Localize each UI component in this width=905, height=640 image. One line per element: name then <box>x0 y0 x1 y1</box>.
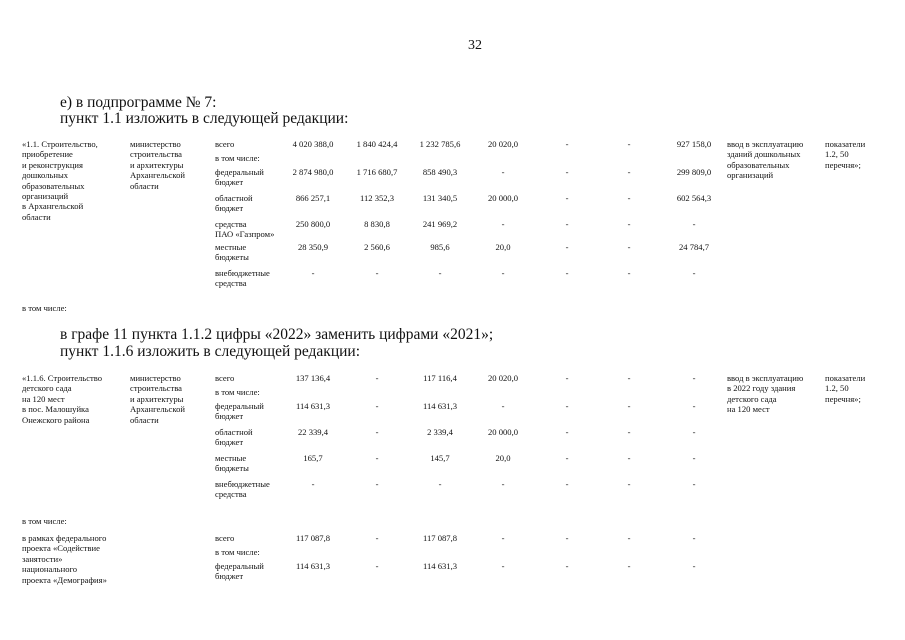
t2-cell: - <box>627 401 631 411</box>
t3-row-label: в том числе: <box>215 547 260 557</box>
t1-cell: - <box>501 167 505 177</box>
t1-cell: - <box>627 219 631 229</box>
t2-cell: - <box>565 401 569 411</box>
t1-cell: 4 020 388,0 <box>292 139 334 149</box>
t2-name: «1.1.6. Строительство детского сада на 120 мест в пос. Малошуйка Онежского района <box>22 373 103 425</box>
t1-executor: министерство строительства и архитектуры Архангельской области <box>130 139 185 191</box>
t2-cell: - <box>627 373 631 383</box>
t2-cell: 137 136,4 <box>295 373 331 383</box>
t2-cell: - <box>565 373 569 383</box>
t2-cell: 20,0 <box>495 453 511 463</box>
t1-cell: - <box>375 268 379 278</box>
t1-including-note: в том числе: <box>22 303 67 313</box>
t1-cell: - <box>627 242 631 252</box>
t3-cell: - <box>375 561 379 571</box>
t3-cell: 114 631,3 <box>422 561 458 571</box>
t2-indicators: показатели 1.2, 50 перечня»; <box>825 373 866 404</box>
item-1-1-6-intro: пункт 1.1.6 изложить в следующей редакции: <box>60 343 361 360</box>
t1-cell: - <box>565 167 569 177</box>
t2-cell: - <box>627 453 631 463</box>
t2-cell: 20 000,0 <box>487 427 519 437</box>
t1-cell: 299 809,0 <box>676 167 712 177</box>
t1-cell: 1 716 680,7 <box>356 167 398 177</box>
t1-name: «1.1. Строительство, приобретение и реконструкция дошкольных образовательных организаций в Архангельской области <box>22 139 98 222</box>
t3-cell: 114 631,3 <box>295 561 331 571</box>
t2-cell: 117 116,4 <box>423 373 457 383</box>
t3-name: в рамках федерального проекта «Содействие занятости» национального проекта «Демография» <box>22 533 107 585</box>
t1-cell: - <box>565 268 569 278</box>
t2-cell: 114 631,3 <box>295 401 331 411</box>
t2-cell: - <box>692 401 696 411</box>
t2-result: ввод в эксплуатацию в 2022 году здания детского сада на 120 мест <box>727 373 804 415</box>
page-number: 32 <box>468 38 482 53</box>
t1-cell: 112 352,3 <box>359 193 395 203</box>
t1-cell: - <box>565 139 569 149</box>
t3-cell: - <box>565 561 569 571</box>
t2-row-label: федеральный бюджет <box>215 401 264 422</box>
t2-cell: - <box>627 427 631 437</box>
t1-cell: 241 969,2 <box>422 219 458 229</box>
t2-cell: 2 339,4 <box>427 427 453 437</box>
t1-cell: - <box>627 193 631 203</box>
t1-row-label: всего <box>215 139 235 149</box>
t3-row-label: всего <box>215 533 235 543</box>
t2-cell: - <box>692 373 696 383</box>
t2-cell: - <box>692 479 696 489</box>
t1-cell: 1 232 785,6 <box>419 139 461 149</box>
t1-cell: - <box>565 242 569 252</box>
item-1-1-intro: пункт 1.1 изложить в следующей редакции: <box>60 110 349 127</box>
t1-cell: 250 800,0 <box>295 219 331 229</box>
t3-cell: - <box>375 533 379 543</box>
t1-cell: 20,0 <box>495 242 511 252</box>
t2-cell: - <box>565 453 569 463</box>
t1-cell: 985,6 <box>430 242 450 252</box>
t1-row-label: федеральный бюджет <box>215 167 264 188</box>
t2-cell: 145,7 <box>430 453 450 463</box>
t2-cell: - <box>565 479 569 489</box>
t2-cell: - <box>565 427 569 437</box>
t2-cell: - <box>375 427 379 437</box>
t1-cell: - <box>692 268 696 278</box>
t1-cell: - <box>311 268 315 278</box>
t2-cell: - <box>375 479 379 489</box>
t3-cell: - <box>627 533 631 543</box>
t1-cell: 8 830,8 <box>364 219 390 229</box>
t2-row-label: внебюджетные средства <box>215 479 270 500</box>
t1-cell: - <box>627 139 631 149</box>
t2-including-note: в том числе: <box>22 516 67 526</box>
t1-cell: 1 840 424,4 <box>356 139 398 149</box>
t1-cell: 2 560,6 <box>364 242 390 252</box>
t2-executor: министерство строительства и архитектуры Архангельской области <box>130 373 185 425</box>
t2-cell: - <box>438 479 442 489</box>
t2-row-label: областной бюджет <box>215 427 253 448</box>
section-e-heading: е) в подпрограмме № 7: <box>60 94 217 111</box>
t3-cell: 117 087,8 <box>295 533 331 543</box>
t3-row-label: федеральный бюджет <box>215 561 264 582</box>
change-note-1-1-2: в графе 11 пункта 1.1.2 цифры «2022» заменить цифрами «2021»; <box>60 326 494 343</box>
t1-cell: 858 490,3 <box>422 167 458 177</box>
t2-cell: - <box>375 373 379 383</box>
t1-cell: - <box>438 268 442 278</box>
t1-cell: 24 784,7 <box>678 242 710 252</box>
t2-row-label: в том числе: <box>215 387 260 397</box>
t1-cell: 602 564,3 <box>676 193 712 203</box>
t1-cell: 28 350,9 <box>297 242 329 252</box>
t3-cell: - <box>501 561 505 571</box>
t3-cell: 117 087,8 <box>422 533 458 543</box>
t2-row-label: местные бюджеты <box>215 453 249 474</box>
t2-cell: - <box>501 479 505 489</box>
t1-cell: 20 020,0 <box>487 139 519 149</box>
t2-cell: - <box>311 479 315 489</box>
t3-cell: - <box>501 533 505 543</box>
t1-cell: 131 340,5 <box>422 193 458 203</box>
t1-cell: 20 000,0 <box>487 193 519 203</box>
t2-cell: - <box>375 453 379 463</box>
t1-cell: 2 874 980,0 <box>292 167 334 177</box>
t1-row-label: средства ПАО «Газпром» <box>215 219 275 240</box>
t3-cell: - <box>692 533 696 543</box>
t1-row-label: местные бюджеты <box>215 242 249 263</box>
t1-cell: - <box>565 193 569 203</box>
t1-cell: 866 257,1 <box>295 193 331 203</box>
t3-cell: - <box>692 561 696 571</box>
t2-cell: 22 339,4 <box>297 427 329 437</box>
t1-row-label: внебюджетные средства <box>215 268 270 289</box>
t1-cell: - <box>501 219 505 229</box>
t3-cell: - <box>627 561 631 571</box>
t1-cell: 927 158,0 <box>676 139 712 149</box>
t1-result: ввод в эксплуатацию зданий дошкольных образовательных организаций <box>727 139 804 181</box>
t1-cell: - <box>627 268 631 278</box>
t1-cell: - <box>501 268 505 278</box>
t2-cell: - <box>692 453 696 463</box>
t2-cell: - <box>501 401 505 411</box>
t1-cell: - <box>627 167 631 177</box>
t1-cell: - <box>565 219 569 229</box>
t2-cell: - <box>627 479 631 489</box>
t2-row-label: всего <box>215 373 235 383</box>
t1-indicators: показатели 1.2, 50 перечня»; <box>825 139 866 170</box>
t1-row-label: областной бюджет <box>215 193 253 214</box>
t2-cell: - <box>375 401 379 411</box>
t1-cell: - <box>692 219 696 229</box>
t2-cell: - <box>692 427 696 437</box>
t1-row-label: в том числе: <box>215 153 260 163</box>
t2-cell: 165,7 <box>303 453 323 463</box>
t3-cell: - <box>565 533 569 543</box>
t2-cell: 20 020,0 <box>487 373 519 383</box>
t2-cell: 114 631,3 <box>422 401 458 411</box>
